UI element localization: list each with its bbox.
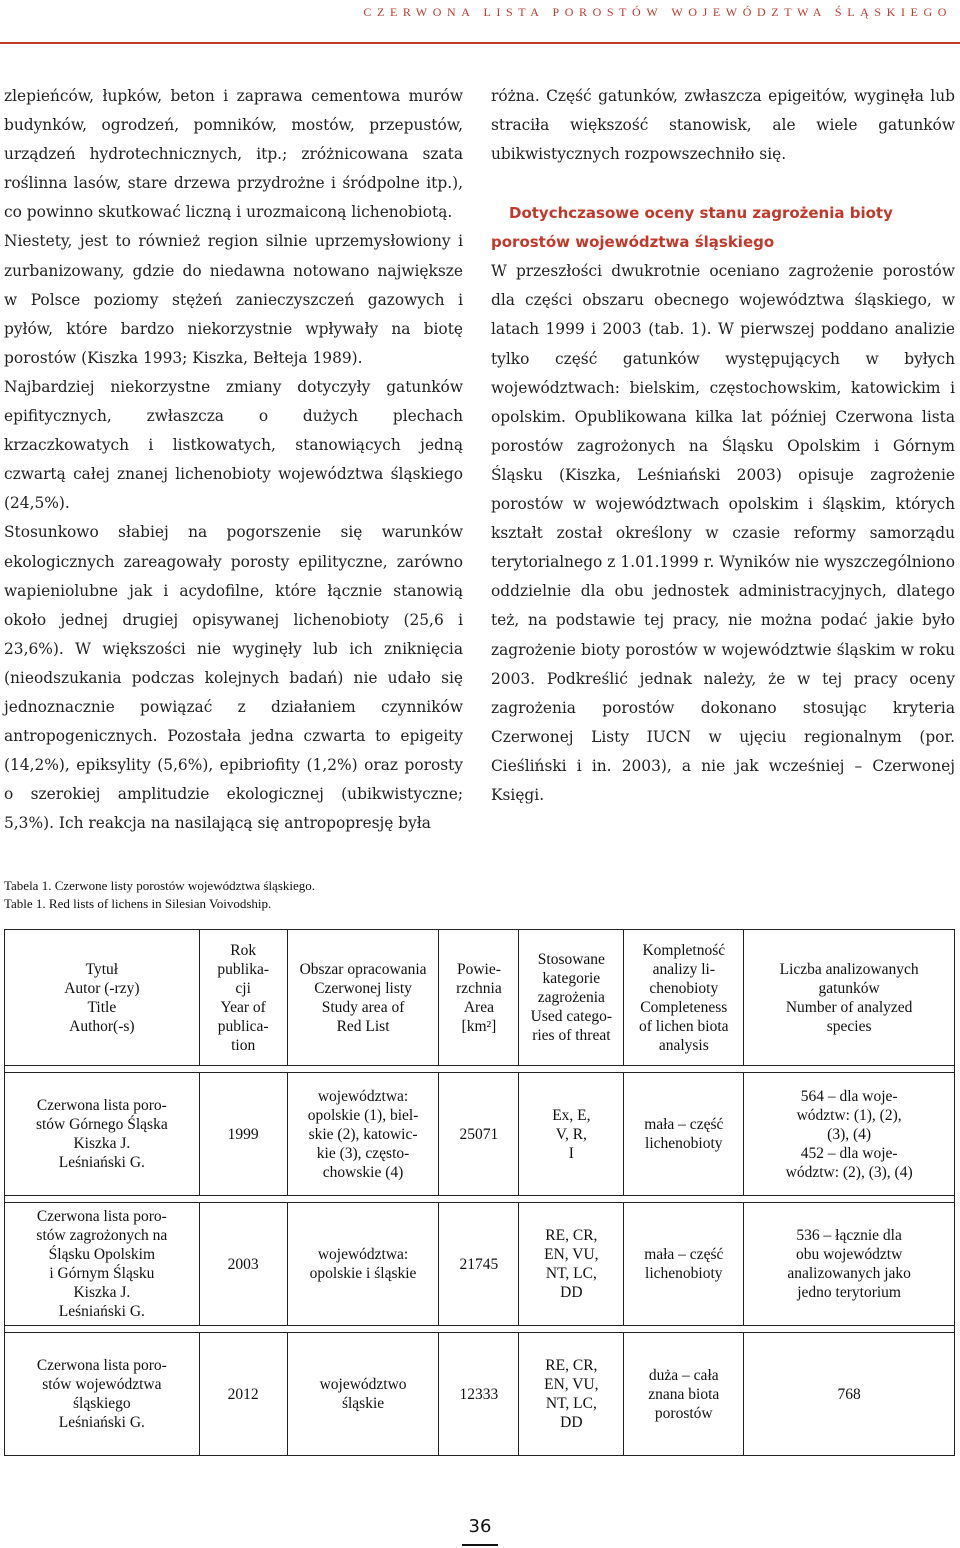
table-spacer xyxy=(5,1326,955,1333)
table-cell: 25071 xyxy=(439,1073,519,1196)
header-rule xyxy=(0,42,960,44)
table-cell: Ex, E, V, R, I xyxy=(519,1073,624,1196)
table-caption xyxy=(4,877,315,913)
table-caption-pl: Tabela 1. Czerwone listy porostów województwa śląskiego. xyxy=(4,878,316,893)
table-cell: RE, CR, EN, VU, NT, LC, DD xyxy=(519,1333,624,1456)
header-cell-area-size: Powie- rzchnia Area [km²] xyxy=(439,930,519,1066)
table-cell: 564 – dla woje- wództw: (1), (2), (3), (4) 452 – dla woje- wództw: (2), (3), (4) xyxy=(744,1073,955,1196)
table-cell: mała – część lichenobioty xyxy=(624,1203,744,1326)
table-caption-en: Table 1. Red lists of lichens in Silesian Voivodship. xyxy=(4,896,272,911)
running-header: CZERWONA LISTA POROSTÓW WOJEWÓDZTWA ŚLĄSKIEGO xyxy=(363,5,952,19)
page-number: 36 xyxy=(468,1516,492,1537)
table-cell: województwa: opolskie i śląskie xyxy=(287,1203,439,1326)
table-cell: województwa: opolskie (1), biel- skie (2), katowic- kie (3), często- chowskie (4) xyxy=(287,1073,439,1196)
table-cell: 1999 xyxy=(199,1073,287,1196)
page-number-rule xyxy=(462,1544,498,1546)
left-column xyxy=(4,82,463,838)
table-cell: duża – cała znana biota porostów xyxy=(624,1333,744,1456)
header-cell-completeness: Kompletność analizy li- chenobioty Completeness of lichen biota analysis xyxy=(624,930,744,1066)
header-cell-year: Rok publika- cji Year of publica- tion xyxy=(199,930,287,1066)
header-cell-categories: Stosowane kategorie zagrożenia Used catego- ries of threat xyxy=(519,930,624,1066)
table-cell: województwo śląskie xyxy=(287,1333,439,1456)
right-paragraph-2: W przeszłości dwukrotnie oceniano zagrożenie porostów dla części obszaru obecnego województwa śląskiego, w latach 1999 i 2003 (tab. 1). W pierwszej poddano analizie tylko część gatunków występujących w byłych województwach: bielskim, częstochowskim, katowickim i opolskim. Opublikowana kilka lat później Czerwona lista porostów zagrożonych na Śląsku Opolskim i Górnym Śląsku (Kiszka, Leśniański 2003) opisuje zagrożenie porostów w województwach opolskim i śląskim, których kształt został określony w czasie reformy samorządu terytorialnego z 1.01.1999 r. Wyników nie wyszczególniono oddzielnie dla obu jednostek administracyjnych, dlatego też, na podstawie tej pracy, nie można podać jakie było zagrożenie bioty porostów w województwie śląskim w roku 2003. Podkreślić jednak należy, że w tej pracy oceny zagrożenia porostów dokonano stosując kryteria Czerwonej Listy IUCN w ujęciu regionalnym (por. Cieśliński i in. 2003), a nie jak wcześniej – Czerwonej Księgi. xyxy=(491,262,955,804)
header-cell-area-name: Obszar opracowania Czerwonej listy Study area of Red List xyxy=(287,930,439,1066)
table-cell: Czerwona lista poro- stów województwa śląskiego Leśniański G. xyxy=(5,1333,200,1456)
table-cell: 2012 xyxy=(199,1333,287,1456)
table-cell: 2003 xyxy=(199,1203,287,1326)
table-spacer xyxy=(5,1196,955,1203)
section-heading: Dotychczasowe oceny stanu zagrożenia bioty porostów województwa śląskiego xyxy=(491,204,893,252)
table-row xyxy=(5,1333,955,1456)
header-cell-title: Tytuł Autor (-rzy) Title Author(-s) xyxy=(5,930,200,1066)
left-paragraph-1: zlepieńców, łupków, beton i zaprawa cementowa murów budynków, ogrodzeń, pomników, mostów, przepustów, urządzeń hydrotechnicznych, itp.; zróżnicowana szata roślinna lasów, stare drzewa przydrożne i śródpolne itp.), co powinno skutkować liczną i urozmaiconą lichenobiotą. xyxy=(4,87,463,222)
red-lists-table xyxy=(4,929,955,1456)
table-row xyxy=(5,1203,955,1326)
left-paragraph-4: Stosunkowo słabiej na pogorszenie się warunków ekologicznych zareagowały porosty epilityczne, zarówno wapieniolubne jak i acydofilne, które łącznie stanowią około jednej drugiej opisywanej lichenobioty (25,6 i 23,6%). W większości nie wyginęły lub ich zniknięcia (nieodszukania podczas kolejnych badań) nie udało się jednoznacznie powiązać z działaniem czynników antropogenicznych. Pozostała jedna czwarta to epigeity (14,2%), epiksylity (5,6%), epibriofity (1,2%) oraz porosty o szerokiej amplitudzie ekologicznej (ubikwistyczne; 5,3%). Ich reakcja na nasilającą się antropopresję była xyxy=(4,523,463,833)
table-cell: Czerwona lista poro- stów Górnego Śląska Kiszka J. Leśniański G. xyxy=(5,1073,200,1196)
header-cell-species-count: Liczba analizowanych gatunków Number of analyzed species xyxy=(744,930,955,1066)
table-cell: 12333 xyxy=(439,1333,519,1456)
table-cell: Czerwona lista poro- stów zagrożonych na Śląsku Opolskim i Górnym Śląsku Kiszka J. Leśniański G. xyxy=(5,1203,200,1326)
table-row xyxy=(5,1073,955,1196)
table-cell: RE, CR, EN, VU, NT, LC, DD xyxy=(519,1203,624,1326)
table-cell: 536 – łącznie dla obu województw analizowanych jako jedno terytorium xyxy=(744,1203,955,1326)
right-column xyxy=(491,82,955,810)
table-spacer xyxy=(5,1066,955,1073)
table-header-row xyxy=(5,930,955,1066)
left-paragraph-2: Niestety, jest to również region silnie uprzemysłowiony i zurbanizowany, gdzie do niedawna notowano największe w Polsce poziomy stężeń zanieczyszczeń gazowych i pyłów, które bardzo niekorzystnie wpływały na biotę porostów (Kiszka 1993; Kiszka, Bełteja 1989). xyxy=(4,232,463,367)
table-cell: 21745 xyxy=(439,1203,519,1326)
right-paragraph-1: różna. Część gatunków, zwłaszcza epigeitów, wyginęła lub straciła większość stanowisk, ale wiele gatunków ubikwistycznych rozpowszechniło się. xyxy=(491,87,955,164)
table-cell: mała – część lichenobioty xyxy=(624,1073,744,1196)
table-cell: 768 xyxy=(744,1333,955,1456)
left-paragraph-3: Najbardziej niekorzystne zmiany dotyczyły gatunków epifitycznych, zwłaszcza o dużych plechach krzaczkowatych i listkowatych, stanowiących jedną czwartą całej znanej lichenobioty województwa śląskiego (24,5%). xyxy=(4,377,463,513)
